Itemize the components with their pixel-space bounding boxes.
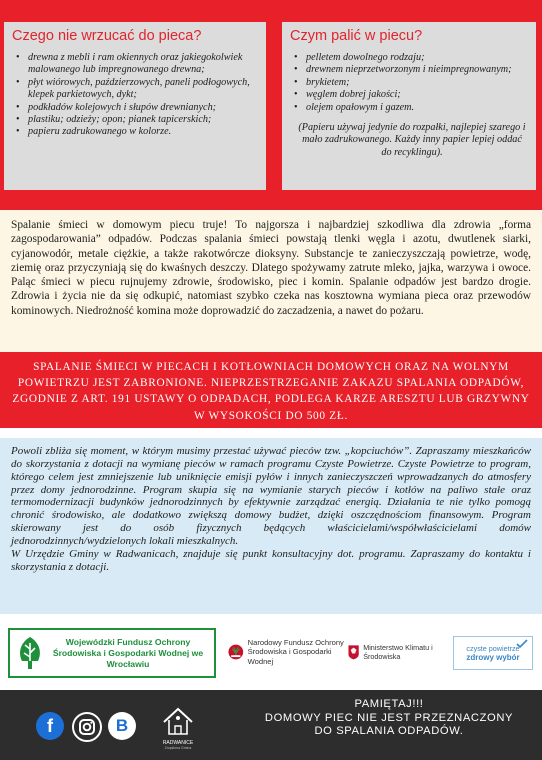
program-contact: W Urzędzie Gminy w Radwanicach, znajduje się punkt konsultacyjny dot. programu. Zapraszamy do kontaktu i skorzystania z dotacji. [11,547,531,573]
allowed-fuels-card [282,22,536,190]
radwanice-house-icon [158,702,198,740]
remember-title: PAMIĘTAJ!!! [354,698,424,710]
cp-line2: zdrowy wybór [466,652,520,662]
ministry-logo[interactable] [347,636,443,668]
radwanice-logo[interactable] [158,702,198,752]
czyste-powietrze-logo[interactable] [453,636,533,670]
nfos-logo[interactable] [228,632,344,672]
program-text: Powoli zbliża się moment, w którym musimy przestać używać pieców tzw. „kopciuchów”. Zapraszamy mieszkańców do skorzystania z dotacji na wymianę pieców w ramach programu Czyste Powietrze. Czyste Powietrze to program, którego celem jest zmniejszenie lub uniknięcie emisji pyłów i innych zanieczyszczeń wprowadzanych do atmosfery przez domy jednorodzinne. Program skupia się na wymianie starych pieców i kotłów na paliwo stałe oraz termomodernizacji budynków jednorodzinnych by efektywnie zarządzać energią. Działania te nie tylko pomogą chronić środowisko, ale dodatkowo zwiększą domowy budżet, dzięki oszczędnościom finansowym. Program skierowany jest do osób fizycznych będących właścicielami/współwłaścicielami domów jednorodzinnych/wydzielonych lokali mieszkalnych. [11,445,531,547]
allowed-item: • węglem dobrej jakości; [306,89,528,101]
footer [0,690,542,760]
partner-logos [0,614,542,690]
banned-item: • płyt wiórowych, paździerzowych, paneli podłogowych, klepek parkietowych, dykt; [28,77,258,102]
eagle-emblem-icon [347,641,360,663]
warning-notice [0,210,542,352]
banned-fuels-card [4,22,266,190]
radwanice-name: RADWANICE [162,740,194,746]
allowed-list [290,52,528,114]
notice-text: Spalanie śmieci w domowym piecu truje! To najgorsza i najbardziej szkodliwa dla zdrowia „forma zagospodarowania” odpadów. Podczas spalania śmieci powstają tlenki węgla i azotu, dwutlenek siarki, cyjanowodór, metale ciężkie, a także rakotwórcze dioksyny. Substancje te zanieczyszczają powietrze, wodę, ziemię oraz przyczyniają się do kwaśnych deszczy. Dlatego spożywamy zatrute mleko, jajka, warzywa i owoce. Paląc śmieci w piecu rujnujemy zdrowie, środowisko, piec i komin. Spalanie odpadów jest bardzo drogie. Zdrowia i życia nie da się odkupić, natomiast szybko czeka nas kosztowna wymiana pieca oraz przewodów kominowych. Niedrożność komina może doprowadzić do zaczadzenia, a nawet do pożaru. [11,219,531,317]
instagram-icon[interactable] [72,712,102,742]
facebook-icon[interactable] [36,712,64,740]
banned-title: Czego nie wrzucać do pieca? [12,28,202,44]
allowed-title: Czym palić w piecu? [290,28,423,44]
facebook-glyph: f [47,715,53,736]
banned-item: • podkładów kolejowych i słupów drewnianych; [28,102,258,114]
allowed-item: • olejem opałowym i gazem. [306,102,528,114]
top-section [0,0,542,210]
allowed-item: • brykietem; [306,77,528,89]
divider [0,428,542,438]
banned-item: • drewna z mebli i ram okiennych oraz jakiegokolwiek malowanego lub impregnowanego drewna; [28,52,258,77]
remember-line2: DO SPALANIA ODPADÓW. [314,725,464,738]
allowed-item: • pelletem dowolnego rodzaju; [306,52,528,64]
legal-ban-banner [0,352,542,428]
banned-list [12,52,258,139]
ban-text: SPALANIE ŚMIECI W PIECACH I KOTŁOWNIACH DOMOWYCH ORAZ NA WOLNYM POWIETRZU JEST ZABRONIONE. NIEPRZESTRZEGANIE ZAKAZU SPALANIA ODPADÓW, ZGODNIE Z ART. 191 USTAWY O ODPADACH, PODLEGA KARZE ARESZTU LUB GRZYWNY W WYSOKOŚCI DO 500 ZŁ. [12,361,530,422]
nfos-name: Narodowy Fundusz Ochrony Środowiska i Gospodarki Wodnej [247,637,344,666]
remember-message [236,698,542,739]
cp-line1: czyste powietrze [466,643,520,653]
nfos-emblem-icon [228,635,244,669]
wfos-name: Wojewódzki Fundusz Ochrony Środowiska i Gospodarki Wodnej we Wrocławiu [52,636,204,669]
banned-item: • plastiku; odzieży; opon; pianek tapicerskich; [28,114,258,126]
wfos-logo[interactable] [8,628,216,678]
b-app-glyph: B [115,716,129,735]
checkmark-icon [516,639,528,649]
b-app-icon[interactable] [108,712,136,740]
remember-line1: DOMOWY PIEC NIE JEST PRZEZNACZONY [264,711,514,724]
instagram-glyph-icon [78,718,96,736]
allowed-item: • drewnem nieprzetworzonym i nieimpregnowanym; [306,64,528,76]
ministry-name: Ministerstwo Klimatu i Środowiska [363,642,433,661]
program-info [0,438,542,614]
radwanice-sub: Zrzęślona Gmina [164,746,192,750]
paper-note: (Papieru używaj jedynie do rozpałki, najlepiej szarego i mało zadrukowanego. Każdy inny papier lepiej oddać do recyklingu). [298,122,526,158]
tree-icon [14,635,46,671]
banned-item: • papieru zadrukowanego w kolorze. [28,126,258,138]
